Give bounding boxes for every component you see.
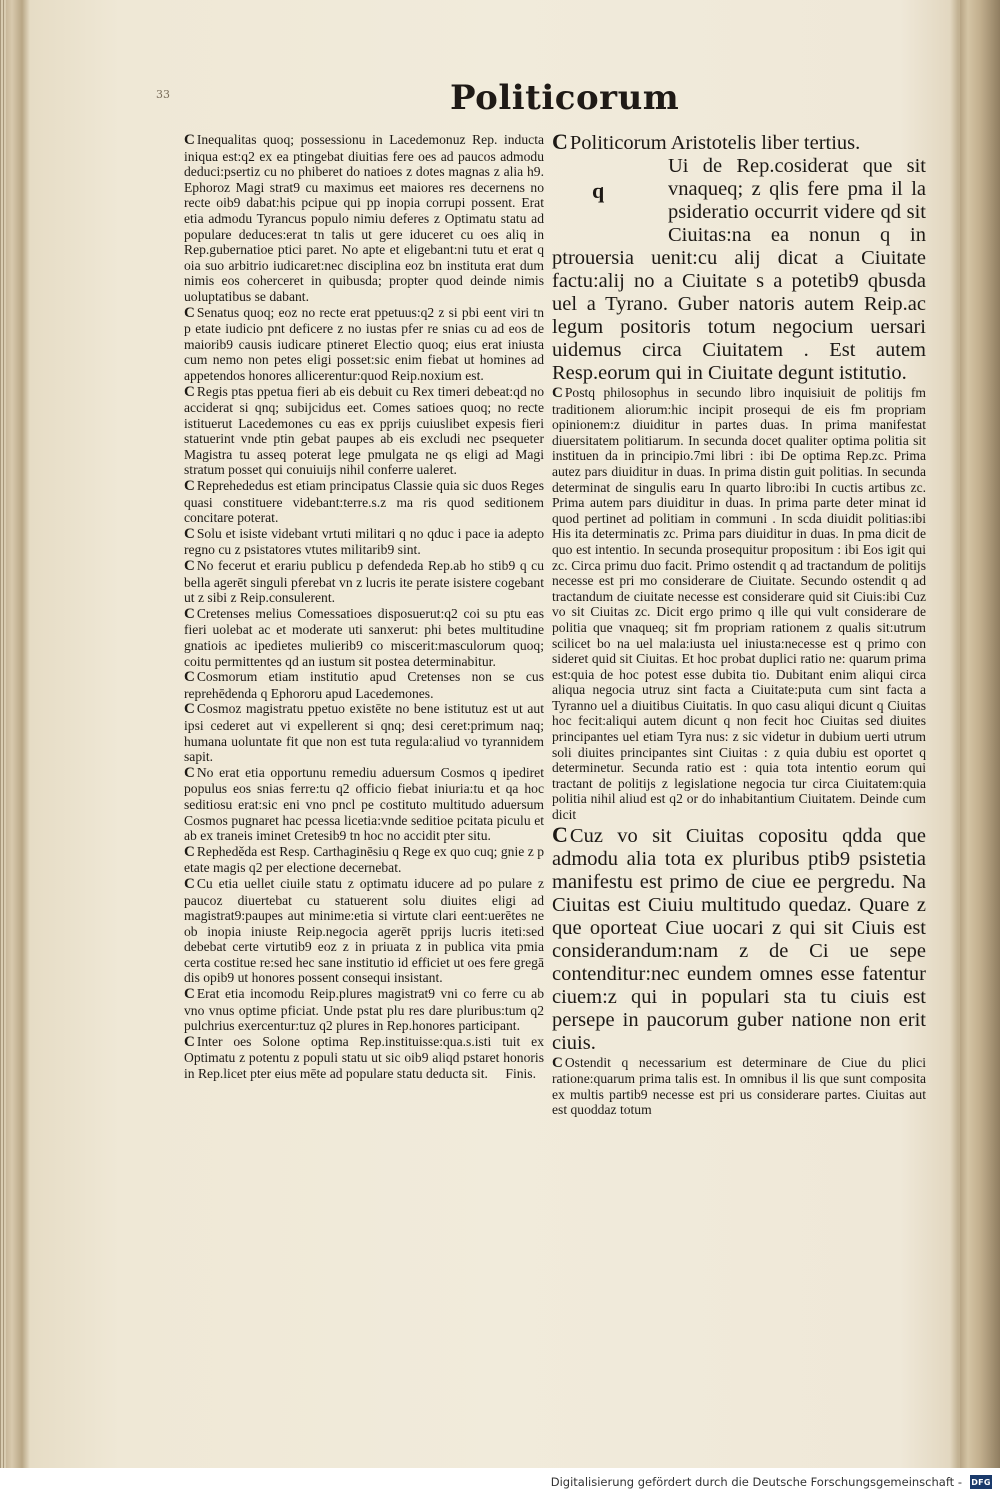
folio-number: 33 — [156, 88, 170, 101]
left-para-3: C Regis ptas ppetua fieri ab eis debuit cu Rex timeri debeat:qd no acciderat si qnq; subijcidus eet. Comes satioes quoq; no recte istituerut Lacedemones cu eas ex pprijs cuiuslibet expesis fieri statuerint vnde ptin gebat paupes ab eis excludi nec psequeter Magistra tu asseq poterat lege pmulgata ne qs eligi ad Magi stratum posset qui conuiuijs nihil conferre ualeret. — [184, 383, 544, 478]
left-para-5: C Solu et isiste videbant vrtuti militari q no qduc i pace ia adepto regno cu z psistatores vtutes militarib9 sint. — [184, 525, 544, 558]
pilcrow-icon: C — [184, 1033, 195, 1050]
left-para-2: C Senatus quoq; eoz no recte erat ppetuus:q2 z si pbi eent viri tn p etate iudicio pnt deficere z no iustas pfer re snias cu ad eos de maiorib9 causis iudicare ptineret Electio quoq; eius erat iniusta cum nemo non petes eligi posset:sic enim fiebat ut homines ad appetendos honores allicerentur:quod Reip.noxium est. — [184, 304, 544, 383]
pilcrow-icon: C — [184, 304, 195, 321]
left-para-10: C No erat etia opportunu remediu aduersum Cosmos q ipediret populus eos snias ferre:tu q2 officio fiebat iniuria:tu et qa hoc seditiosu erat:sic eni vno pncl pe costituto multitudo aduersum Cosmos pugnaret hac pcessa licetia:vnde seditioe pcitata piculu et ab ex traneis iminet Cretesib9 tn hoc no accidit pter situ. — [184, 764, 544, 844]
left-para-12: C Cu etia uellet ciuile statu z optimatu iducere ad po pulare z paucoz diuertebat cu statuerent solu diuites eligi ad magistrat9:paupes aut minime:etia si virtute clari eent:uerētes ne ob inopia iniuste Reip.negocia agerēt pprijs lucris iteti:sed debebat certe virtutib9 eoz z in priuata z in publica vita pmia certa costitue re:sed hec sane institutio id efficiet ut oes fere gregā dis opib9 ut honores possent consequi insistant. — [184, 875, 544, 986]
initial-letter: q — [592, 178, 605, 203]
pilcrow-icon: C — [552, 1054, 563, 1071]
intro-block — [552, 155, 926, 385]
dfg-logo-icon: DFG — [970, 1475, 992, 1489]
pilcrow-icon: C — [184, 986, 195, 1003]
pilcrow-icon: C — [184, 843, 195, 860]
text-2: CCuz vo sit Ciuitas copositu qdda que admodu alia tota ex pluribus ptib9 psistetia manifestu est primo de ciue ee pergredu. Na Ciuitas est Ciuiu multitudo quedaz. Quare z que oporteat Ciue uocari z qui sit Ciuis est considerandum:nam z de Ci ue sepe contenditur:nec eundem omnes esse fatentur ciuem:z qui in populari sta tu ciuis est persepe in paucorum guber natione non erit ciuis. — [552, 821, 926, 1054]
right-column — [552, 130, 926, 1118]
left-para-8: C Cosmorum etiam institutio apud Cretenses non se cus reprehēdenda q Ephororu apud Lacedemones. — [184, 669, 544, 701]
pilcrow-icon: C — [184, 701, 195, 718]
page-edge-right — [960, 0, 1000, 1468]
commentary-2: C Ostendit q necessarium est determinare de Ciue du plici ratione:quarum prima talis est. In omnibus il lis que sunt composita ex multis partib9 necesse est pri us considerare partes. Ciuitas aut est quoddaz totum — [552, 1054, 926, 1118]
pilcrow-icon: C — [184, 132, 195, 148]
left-para-11: C Repheděda est Resp. Carthaginēsiu q Rege ex quo cuq; gnie z p etate magis q2 per electione decernebat. — [184, 843, 544, 876]
left-para-1: C Inequalitas quoq; possessionu in Lacedemonuz Rep. inducta iniqua est:q2 ex ea ptingebat diuitias fere oes ad paucos admodu deduci:psertiz cu no phiberet do natioes z dotes magnas z alia h9. Ephoroz Magi strat9 cu maximus eet maiores res decernens no recte oib9 dabat:his pcipue qui pp inopia corrupi possent. Erat etia admodu Tyrancus populo nimiu deferes z Optimatu statu ad populare deduces:erat tn talis ut gere iduceret cu oes aliq in Rep.gubernatioe ptici paret. No apte et eligebant:ni tutu et erat q oia suo arbitrio iudicaret:nec disciplina eoz bn instituta erat dum nimis eos coherceret in quibusda; propter quod deinde nimis uoluptatibus se dabant. — [184, 132, 544, 304]
footer-text: Digitalisierung gefördert durch die Deutsche Forschungsgemeinschaft - — [550, 1475, 962, 1489]
pilcrow-icon: C — [184, 669, 195, 686]
pilcrow-icon: C — [184, 605, 195, 622]
left-para-13: C Erat etia incomodu Reip.plures magistrat9 vni co ferre cu ab vno vnus optime pficiat. Unde pstat plu res dare pluribus:tum q2 pulchrius exercentur:tuz q2 plures in Rep.honores participant. — [184, 986, 544, 1034]
initial-letter-space — [552, 155, 662, 245]
left-para-7: C Cretenses melius Comessatioes disposuerut:q2 coi su ptu eas fieri uolebat ac et moderate uti sanxerut: phi betes multitudine gnatiois ac ipedietes mulierib9 co miscerit:masculorum quoq; coitu permittentes qd an iustum sit postea determinabitur. — [184, 605, 544, 669]
left-para-6: C No fecerut et erariu publicu p defendeda Rep.ab ho stib9 q cu bella agerēt singuli pferebat vn z lucris ite perate isistere cogebant ut z sibi z Reip.consulerent. — [184, 558, 544, 606]
left-para-14: C Inter oes Solone optima Rep.instituisse:qua.s.isti tuit ex Optimatu z potentu z populi statu ut sic oib9 aliqd pstaret honoris in Rep.licet pter eius mēte ad populare statu deducta sit. Finis. — [184, 1033, 544, 1082]
pilcrow-icon: C — [184, 383, 195, 400]
pilcrow-icon: C — [552, 129, 568, 154]
pilcrow-icon: C — [184, 875, 195, 892]
book-title: CPoliticorum Aristotelis liber tertius. — [552, 129, 861, 154]
pilcrow-icon: C — [184, 478, 195, 495]
page-edge-left — [0, 0, 6, 1468]
left-para-4: C Reprehededus est etiam principatus Classie quia sic duos Reges quasi constituere videbant:terre.s.z ma ris quod seditionem concitare poterat. — [184, 478, 544, 526]
pilcrow-icon: C — [184, 558, 195, 575]
commentary-1: C Postq philosophus in secundo libro inquisiuit de politijs fm traditionem aliorum:hic incipit prosequi de eis fm propriam opinionem:z diuiditur in partes duas. In prima manifestat diuersitatem politiarum. In secunda docet qualiter optima politia sit instituen da in principio.7mi libri : ibi De optima Rep.zc. Prima autez pars diuiditur in duas. In prima distin guit politias. In secunda determinat de singulis earu In quarto libro:ibi In cuctis artibus zc. Prima autem pars diuiditur in duas. In prima parte deter minat id quod pertinet ad politiam in communi . In scda diuidit politias:ibi His ita determinatis zc. Prima pars diuiditur in duas. In pma dicit de quo est intentio. In secunda prosequitur propositum : ibi Eos igit qui zc. Circa primu duo facit. Primo ostendit q ad tractandum de politijs necesse est pri mo considerare de Ciuitate. Secundo ostendit q ad tractandum de ciuitate necesse est considerare quid sit Ciuis:ibi Cuz vo sit Ciuitas zc. Dicit ergo primo q ille qui vult considerare de politia que vnaqueq; sit fm propriam rationem z qualis sit:utrum scilicet bo na uel mala:iusta uel iniusta:necesse est q primo con sideret quid sit Ciuitas. Et hoc probat duplici ratio ne: quarum prima est:quia de hoc potest esse dubita tio. Dubitant enim aliqui circa aliqua negocia utruz sint facta a Ciuitate:puta cum sint facta a Tyranno uel a diuitibus Ciuitatis. In quo casu aliqui dicunt q Ciuitas hoc fecit:aliqui autem dicunt q non fecit hoc Ciuitas sed diuites principantes uel etiam Tyra nus: z sic videtur in dubium uerti utrum soli diuites principantes sint Ciuitas : z quia dubiu est oportet q determinetur. Secunda ratio est : quia tota intentio eorum qui tractant de politijs z legislatione negocia tur circa Ciuitatem:quia politia nihil aliud est q2 or do inhabitantium Ciuitatem. Deinde cum dicit — [552, 385, 926, 823]
finis-mark: Finis. — [505, 1066, 536, 1082]
pilcrow-icon: C — [184, 764, 195, 781]
left-para-9: C Cosmoz magistratu ppetuo existēte no bene istitutuz est ut aut ipsi cederet aut vi expellerent si qnq; desi ceret:primum naq; humana uoluntate fit que non est tuta regula:aliud vo tyrannidem sapit. — [184, 701, 544, 765]
intro-text: Ui de Rep.cosiderat que sit vnaqueq; z qlis fere pma il la psideratio occurrit videre qd sit Ciuitas:na ea nonun q in ptrouersia uenit:cu alij dicat a Ciuitate factu:alij no a Ciuitate s a potetib9 qbusda uel a Tyrano. Guber natoris autem Reip.ac legum positoris totum negocium uersari uidemus circa Ciuitatem . Est autem Resp.eorum qui in Ciuitate degunt istitutio. — [552, 155, 926, 384]
pilcrow-icon: C — [552, 385, 563, 401]
left-column — [184, 132, 544, 1082]
running-head: Politicorum — [450, 78, 680, 118]
page-verso — [30, 0, 960, 1468]
pilcrow-icon: C — [184, 525, 195, 542]
pilcrow-icon: C — [552, 821, 568, 847]
digitization-footer — [0, 1468, 1000, 1496]
